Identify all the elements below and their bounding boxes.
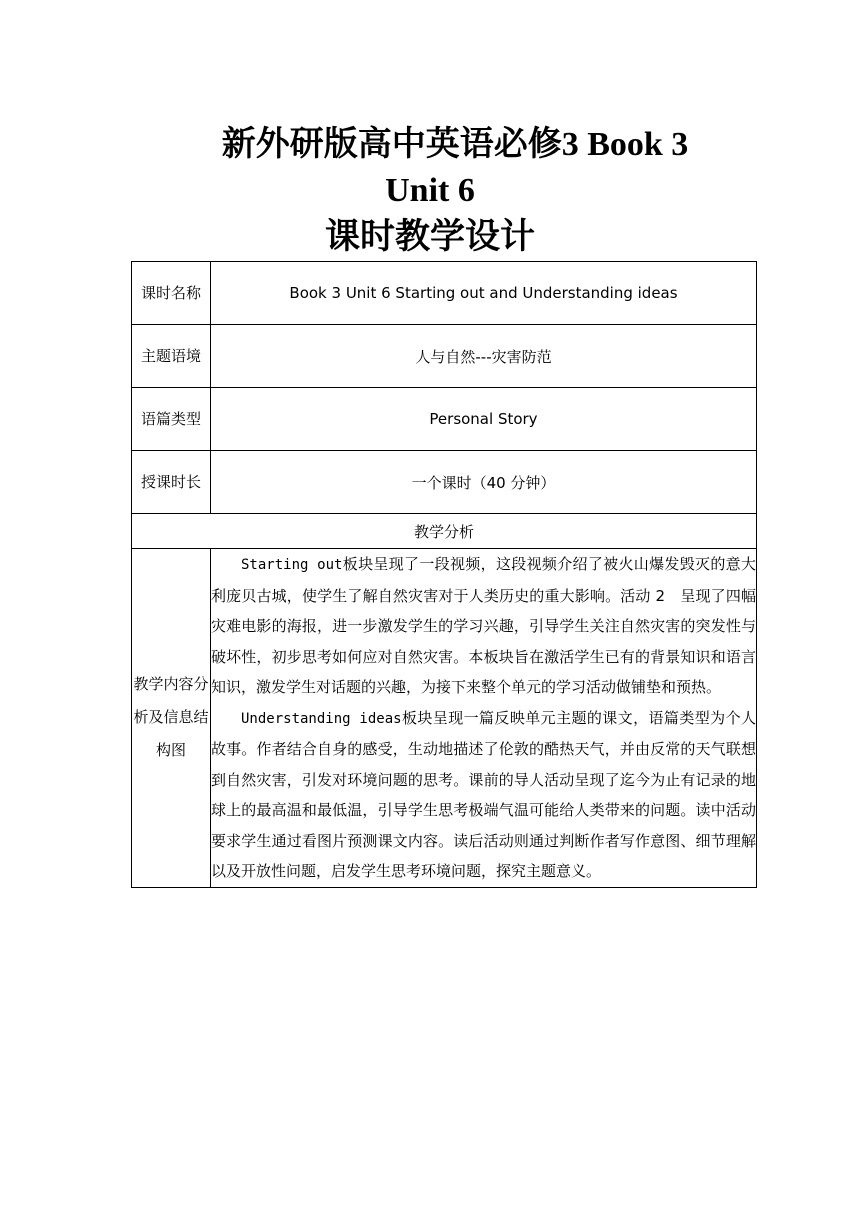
row-label-theme-context: 主题语境 <box>132 325 211 388</box>
table-row <box>132 262 757 325</box>
row-label-analysis: 教学内容分析及信息结构图 <box>132 549 211 888</box>
title-line-3: 课时教学设计 <box>324 217 535 256</box>
row-label-lesson-name: 课时名称 <box>132 262 211 325</box>
table-row <box>132 325 757 388</box>
lesson-plan-table <box>131 261 757 888</box>
title-line-1: 新外研版高中英语必修3 Book 3 <box>221 126 689 163</box>
paragraph-1-text: 板块呈现了一段视频，这段视频介绍了被火山爆发毁灭的意大利庞贝古城，使学生了解自然灾害对于人类历史的重大影响。活动 2 呈现了四幅灾难电影的海报，进一步激发学生的学习兴趣，引导学生关注自然灾害的突发性与破坏性，初步思考如何应对自然灾害。本板块旨在激活学生已有的背景知识和语言知识，激发学生对话题的兴趣，为接下来整个单元的学习活动做铺垫和预热。 <box>211 555 756 696</box>
analysis-content <box>211 549 757 888</box>
row-value-theme-context: 人与自然---灾害防范 <box>211 325 757 388</box>
paragraph-2-lead: Understanding ideas <box>241 710 402 727</box>
analysis-paragraph-1 <box>211 549 756 703</box>
row-value-duration: 一个课时（40 分钟） <box>211 451 757 514</box>
row-value-text-type: Personal Story <box>211 388 757 451</box>
row-value-lesson-name: Book 3 Unit 6 Starting out and Understanding ideas <box>211 262 757 325</box>
table-row <box>132 388 757 451</box>
analysis-paragraph-2 <box>211 703 756 887</box>
paragraph-2-text: 板块呈现一篇反映单元主题的课文，语篇类型为个人故事。作者结合自身的感受，生动地描述了伦敦的酷热天气，并由反常的天气联想到自然灾害，引发对环境问题的思考。课前的导人活动呈现了迄今为止有记录的地球上的最高温和最低温，引导学生思考极端气温可能给人类带来的问题。读中活动要求学生通过看图片预测课文内容。读后活动则通过判断作者写作意图、细节理解以及开放性问题，启发学生思考环境问题，探究主题意义。 <box>211 708 756 880</box>
row-label-text-type: 语篇类型 <box>132 388 211 451</box>
table-row <box>132 549 757 888</box>
paragraph-1-lead: Starting out <box>241 557 343 573</box>
section-header: 教学分析 <box>132 514 757 549</box>
row-label-duration: 授课时长 <box>132 451 211 514</box>
title-line-2: Unit 6 <box>385 172 475 209</box>
table-row <box>132 514 757 549</box>
table-row <box>132 451 757 514</box>
document-title <box>0 122 860 260</box>
